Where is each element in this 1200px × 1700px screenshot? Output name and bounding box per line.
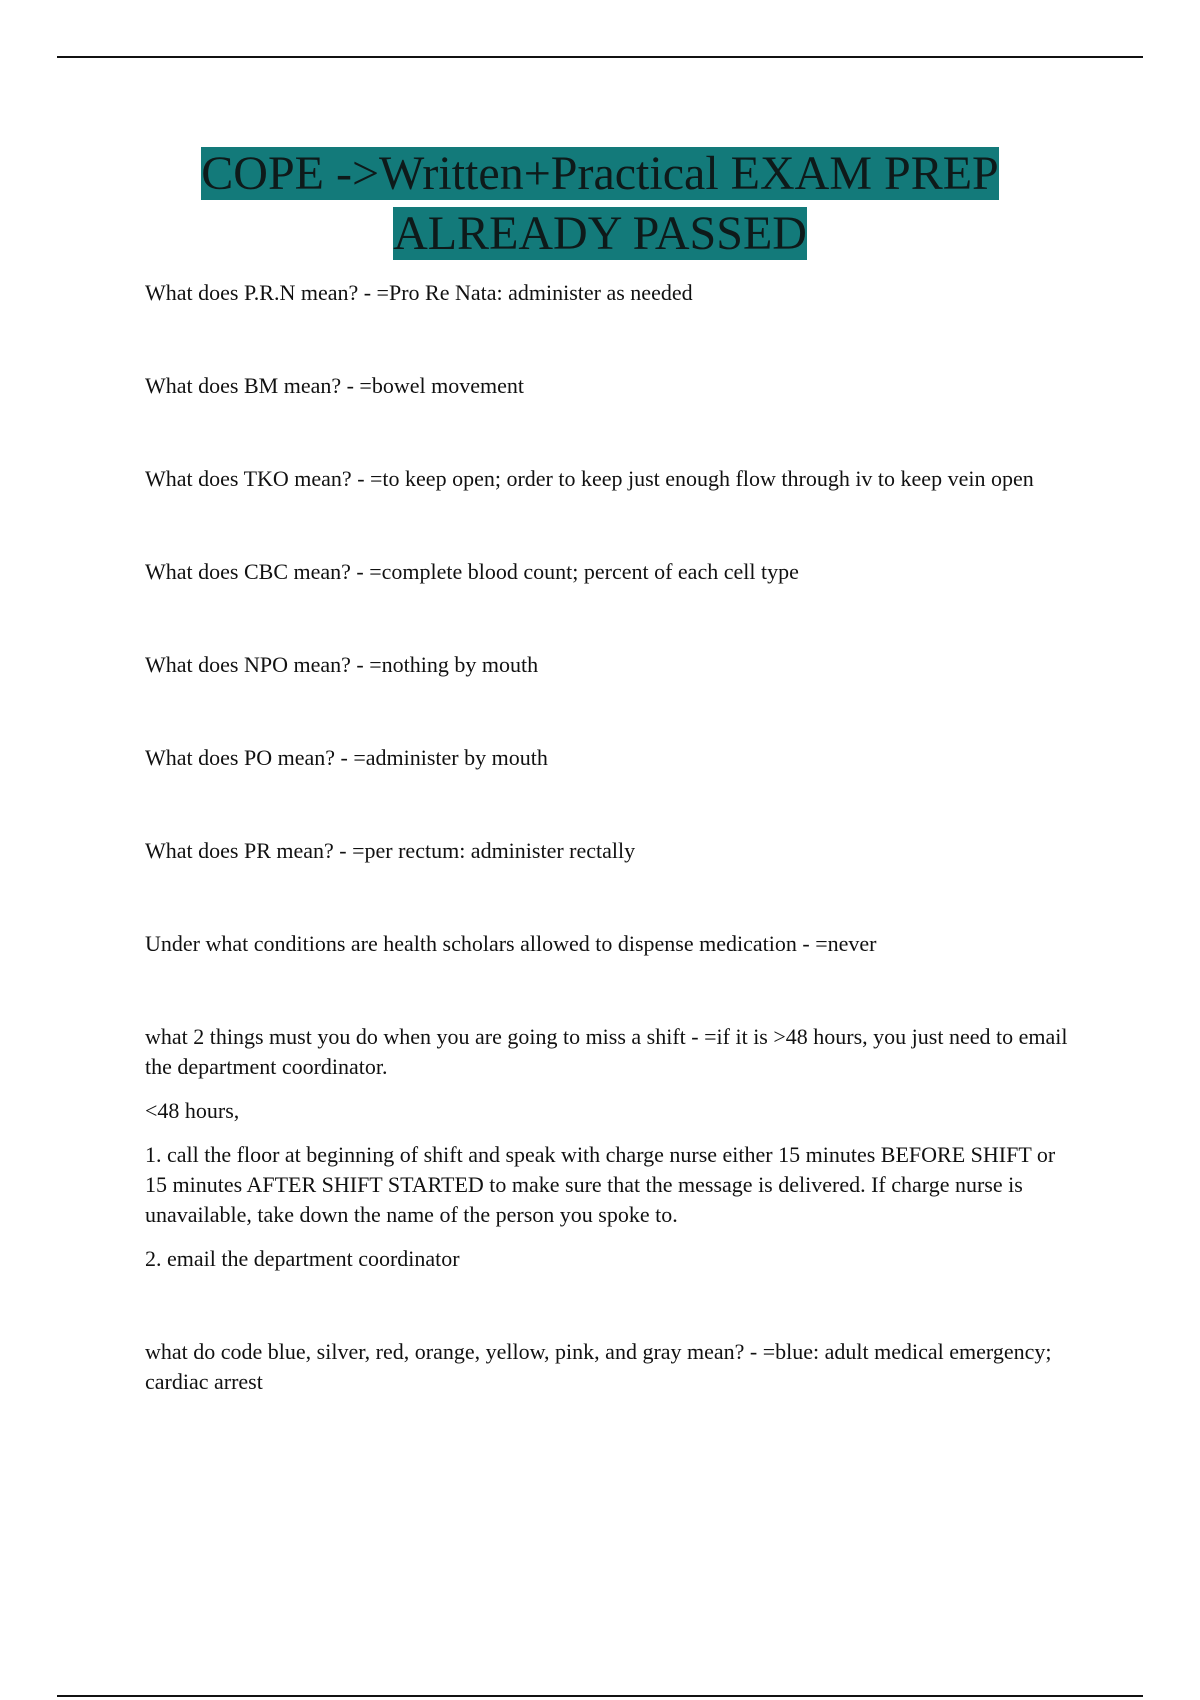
qa-text: What does TKO mean? - =to keep open; order to keep just enough flow through iv to keep vein open bbox=[145, 466, 1034, 491]
qa-text: 2. email the department coordinator bbox=[145, 1246, 460, 1271]
qa-text: What does CBC mean? - =complete blood count; percent of each cell type bbox=[145, 559, 799, 584]
qa-text: 1. call the floor at beginning of shift and speak with charge nurse either 15 minutes BEFORE SHIFT or 15 minutes AFTER SHIFT STARTED to make sure that the message is delivered. If charge nurse is unavailable, take down the name of the person you spoke to. bbox=[145, 1142, 1056, 1227]
qa-text: What does NPO mean? - =nothing by mouth bbox=[145, 652, 539, 677]
qa-entry-npo bbox=[145, 650, 1080, 680]
top-rule bbox=[57, 56, 1143, 58]
qa-entry-bm bbox=[145, 371, 1080, 401]
title-line-2: ALREADY PASSED bbox=[393, 207, 807, 260]
qa-text: what 2 things must you do when you are going to miss a shift - =if it is >48 hours, you just need to email the department coordinator. bbox=[145, 1024, 1068, 1079]
title-line-1: COPE ->Written+Practical EXAM PREP bbox=[201, 147, 999, 200]
qa-text: What does PO mean? - =administer by mouth bbox=[145, 745, 548, 770]
qa-list bbox=[145, 278, 1080, 1460]
qa-entry-prn bbox=[145, 278, 1080, 308]
qa-text: <48 hours, bbox=[145, 1098, 240, 1123]
qa-text: Under what conditions are health scholars allowed to dispense medication - =never bbox=[145, 931, 877, 956]
qa-entry-tko bbox=[145, 464, 1080, 494]
document-title bbox=[57, 144, 1143, 264]
qa-entry-cbc bbox=[145, 557, 1080, 587]
bottom-rule bbox=[57, 1695, 1143, 1697]
qa-text: what do code blue, silver, red, orange, yellow, pink, and gray mean? - =blue: adult medical emergency; cardiac arrest bbox=[145, 1339, 1052, 1394]
qa-entry-dispense bbox=[145, 929, 1080, 959]
qa-text: What does PR mean? - =per rectum: administer rectally bbox=[145, 838, 636, 863]
qa-entry-pr bbox=[145, 836, 1080, 866]
qa-text: What does BM mean? - =bowel movement bbox=[145, 373, 524, 398]
qa-entry-po bbox=[145, 743, 1080, 773]
qa-entry-codes bbox=[145, 1337, 1080, 1397]
qa-text: What does P.R.N mean? - =Pro Re Nata: administer as needed bbox=[145, 280, 693, 305]
qa-entry-miss-shift bbox=[145, 1022, 1080, 1274]
